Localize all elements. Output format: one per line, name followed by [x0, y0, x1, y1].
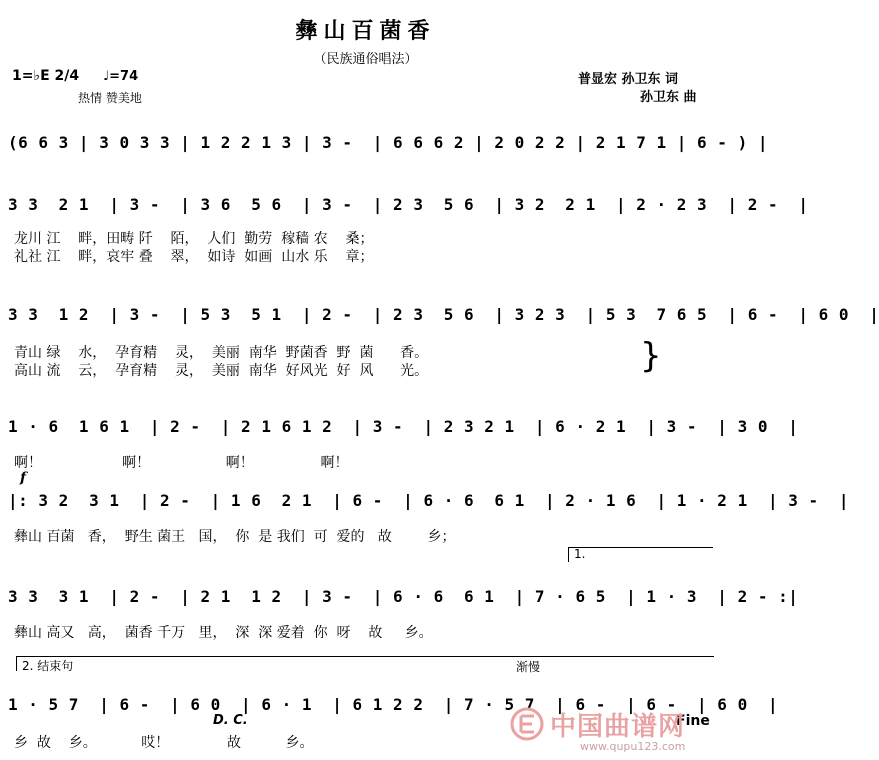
expression-marking: 热情 赞美地 [78, 91, 142, 105]
volta-1-label: 1. [574, 547, 586, 561]
score-row-5 [8, 486, 850, 516]
lyric-row-2-verse-2: 礼社 江 畔，哀牢 叠 翠， 如诗 如画 山水 乐 章； [14, 249, 374, 265]
notes-row-5: |: 3 2 3 1 | 2 - | 1 6 2 1 | 6 - | 6 · 6 6 1 | 2 · 1 6 | 1 · 2 1 | 3 - | [8, 491, 850, 510]
score-row-4 [8, 412, 799, 442]
fine-marking: Fine [676, 713, 710, 729]
composer-credit: 孙卫东 曲 [640, 90, 697, 105]
watermark-text: 中国曲谱网 [550, 712, 686, 742]
notes-row-6: 3 3 3 1 | 2 - | 2 1 1 2 | 3 - | 6 · 6 6 1 | 7 · 6 5 | 1 · 3 | 2 - :| [8, 587, 799, 606]
score-row-3 [8, 300, 879, 330]
score-row-1 [8, 128, 768, 158]
notes-row-2: 3 3 2 1 | 3 - | 3 6 5 6 | 3 - | 2 3 5 6 | 3 2 2 1 | 2 · 2 3 | 2 - | [8, 195, 809, 214]
volta-2-label: 2. 结束句 [22, 659, 74, 673]
lyric-row-6: 彝山 高又 高， 菌香 千万 里， 深 深 爱着 你 呀 故 乡。 [14, 625, 433, 641]
tempo-marking: ♩=74 [103, 69, 139, 84]
lyric-row-3-verse-1: 青山 绿 水， 孕育精 灵， 美丽 南华 野菌香 野 菌 香。 [14, 345, 429, 361]
notes-row-3: 3 3 1 2 | 3 - | 5 3 5 1 | 2 - | 2 3 5 6 | 3 2 3 | 5 3 7 6 5 | 6 - | 6 0 | [8, 305, 879, 324]
lyric-row-2-verse-1: 龙川 江 畔，田畴 阡 陌， 人们 勤劳 稼穑 农 桑； [14, 231, 374, 247]
lyricist-credit: 普显宏 孙卫东 词 [578, 72, 679, 87]
lyric-row-5: 彝山 百菌 香， 野生 菌王 国， 你 是 我们 可 爱的 故 乡； [14, 529, 456, 545]
page-title: 彝山百菌香 [295, 19, 436, 44]
watermark-logo-icon [510, 704, 544, 744]
watermark-url: www.qupu123.com [580, 740, 686, 753]
verse-brace: } [640, 336, 662, 376]
notes-row-1: (6 6 3 | 3 0 3 3 | 1 2 2 1 3 | 3 - | 6 6 6 2 | 2 0 2 2 | 2 1 7 1 | 6 - ) | [8, 133, 768, 152]
volta-2-bracket [16, 656, 714, 671]
lyric-row-3-verse-2: 高山 流 云， 孕育精 灵， 美丽 南华 好风光 好 风 光。 [14, 363, 429, 379]
dc-marking: D. C. [213, 713, 248, 728]
lyric-row-7: 乡 故 乡。 哎！ 故 乡。 [14, 735, 314, 751]
slowing-marking: 渐慢 [516, 660, 541, 674]
lyric-row-4: 啊！ 啊！ 啊！ 啊！ [14, 455, 349, 471]
forte-marking: f [20, 470, 27, 486]
page-subtitle: （民族通俗唱法） [313, 52, 418, 67]
key-signature: 1=♭E 2/4 [12, 68, 80, 84]
notes-row-4: 1 · 6 1 6 1 | 2 - | 2 1 6 1 2 | 3 - | 2 3 2 1 | 6 · 2 1 | 3 - | 3 0 | [8, 417, 799, 436]
site-watermark [510, 704, 722, 754]
score-row-6 [8, 582, 799, 612]
volta-1-bracket [568, 547, 713, 562]
notes-row-7: 1 · 5 7 | 6 - | 6 0 | 6 · 1 | 6 1 2 2 | 7 · 5 7 | 6 - | 6 - | 6 0 | [8, 695, 779, 714]
score-row-2 [8, 190, 809, 220]
